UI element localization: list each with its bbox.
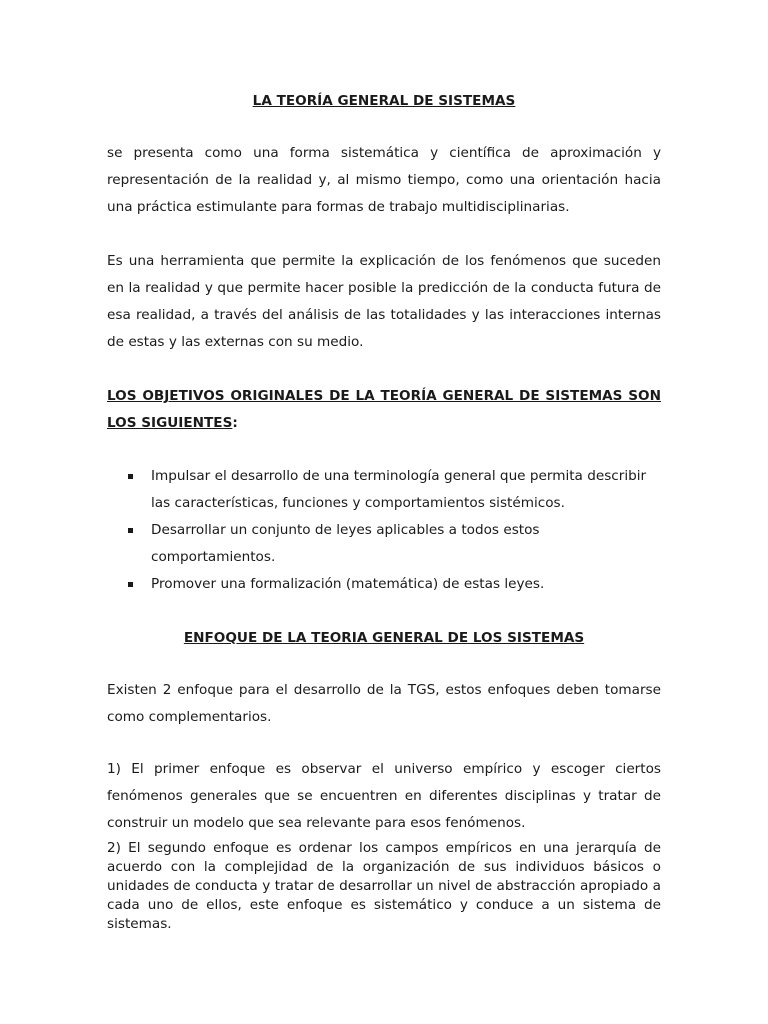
approach-1-paragraph: 1) El primer enfoque es observar el universo empírico y escoger ciertos fenómenos generales que se encuentren en diferentes disciplinas y tratar de construir un modelo que sea relevante para esos fenómenos. — [107, 761, 661, 831]
objectives-list — [107, 463, 661, 598]
square-bullet-icon — [128, 528, 133, 533]
list-item-text: Desarrollar un conjunto de leyes aplicables a todos estos comportamientos. — [151, 522, 540, 565]
list-item — [107, 571, 661, 598]
intro-paragraph: se presenta como una forma sistemática y científica de aproximación y representación de la realidad y, al mismo tiempo, como una orientación hacia una práctica estimulante para formas de trabajo multidisciplinarias. — [107, 145, 661, 215]
objectives-heading — [107, 383, 661, 437]
objectives-heading-colon: : — [232, 415, 238, 431]
tool-paragraph: Es una herramienta que permite la explicación de los fenómenos que suceden en la realidad y que permite hacer posible la predicción de la conducta futura de esa realidad, a través del análisis de las totalidades y las interacciones internas de estas y las externas con su medio. — [107, 253, 661, 350]
square-bullet-icon — [128, 582, 133, 587]
list-item — [107, 463, 661, 517]
list-item-text: Promover una formalización (matemática) de estas leyes. — [151, 576, 545, 592]
objectives-heading-text: LOS OBJETIVOS ORIGINALES DE LA TEORÍA GENERAL DE SISTEMAS SON LOS SIGUIENTES — [107, 388, 661, 431]
document-body — [107, 88, 661, 934]
approach-2-paragraph: 2) El segundo enfoque es ordenar los campos empíricos en una jerarquía de acuerdo con la complejidad de la organización de sus individuos básicos o unidades de conducta y tratar de desarrollar un nivel de abstracción apropiado a cada uno de ellos, este enfoque es sistemático y conduce a un sistema de sistemas. — [107, 840, 661, 932]
square-bullet-icon — [128, 474, 133, 479]
list-item-text: Impulsar el desarrollo de una terminología general que permita describir las características, funciones y comportamientos sistémicos. — [151, 468, 647, 511]
list-item — [107, 517, 661, 571]
document-title: LA TEORÍA GENERAL DE SISTEMAS — [252, 93, 516, 109]
approach-heading: ENFOQUE DE LA TEORIA GENERAL DE LOS SISTEMAS — [183, 630, 585, 646]
approach-intro-paragraph: Existen 2 enfoque para el desarrollo de la TGS, estos enfoques deben tomarse como complementarios. — [107, 682, 661, 725]
